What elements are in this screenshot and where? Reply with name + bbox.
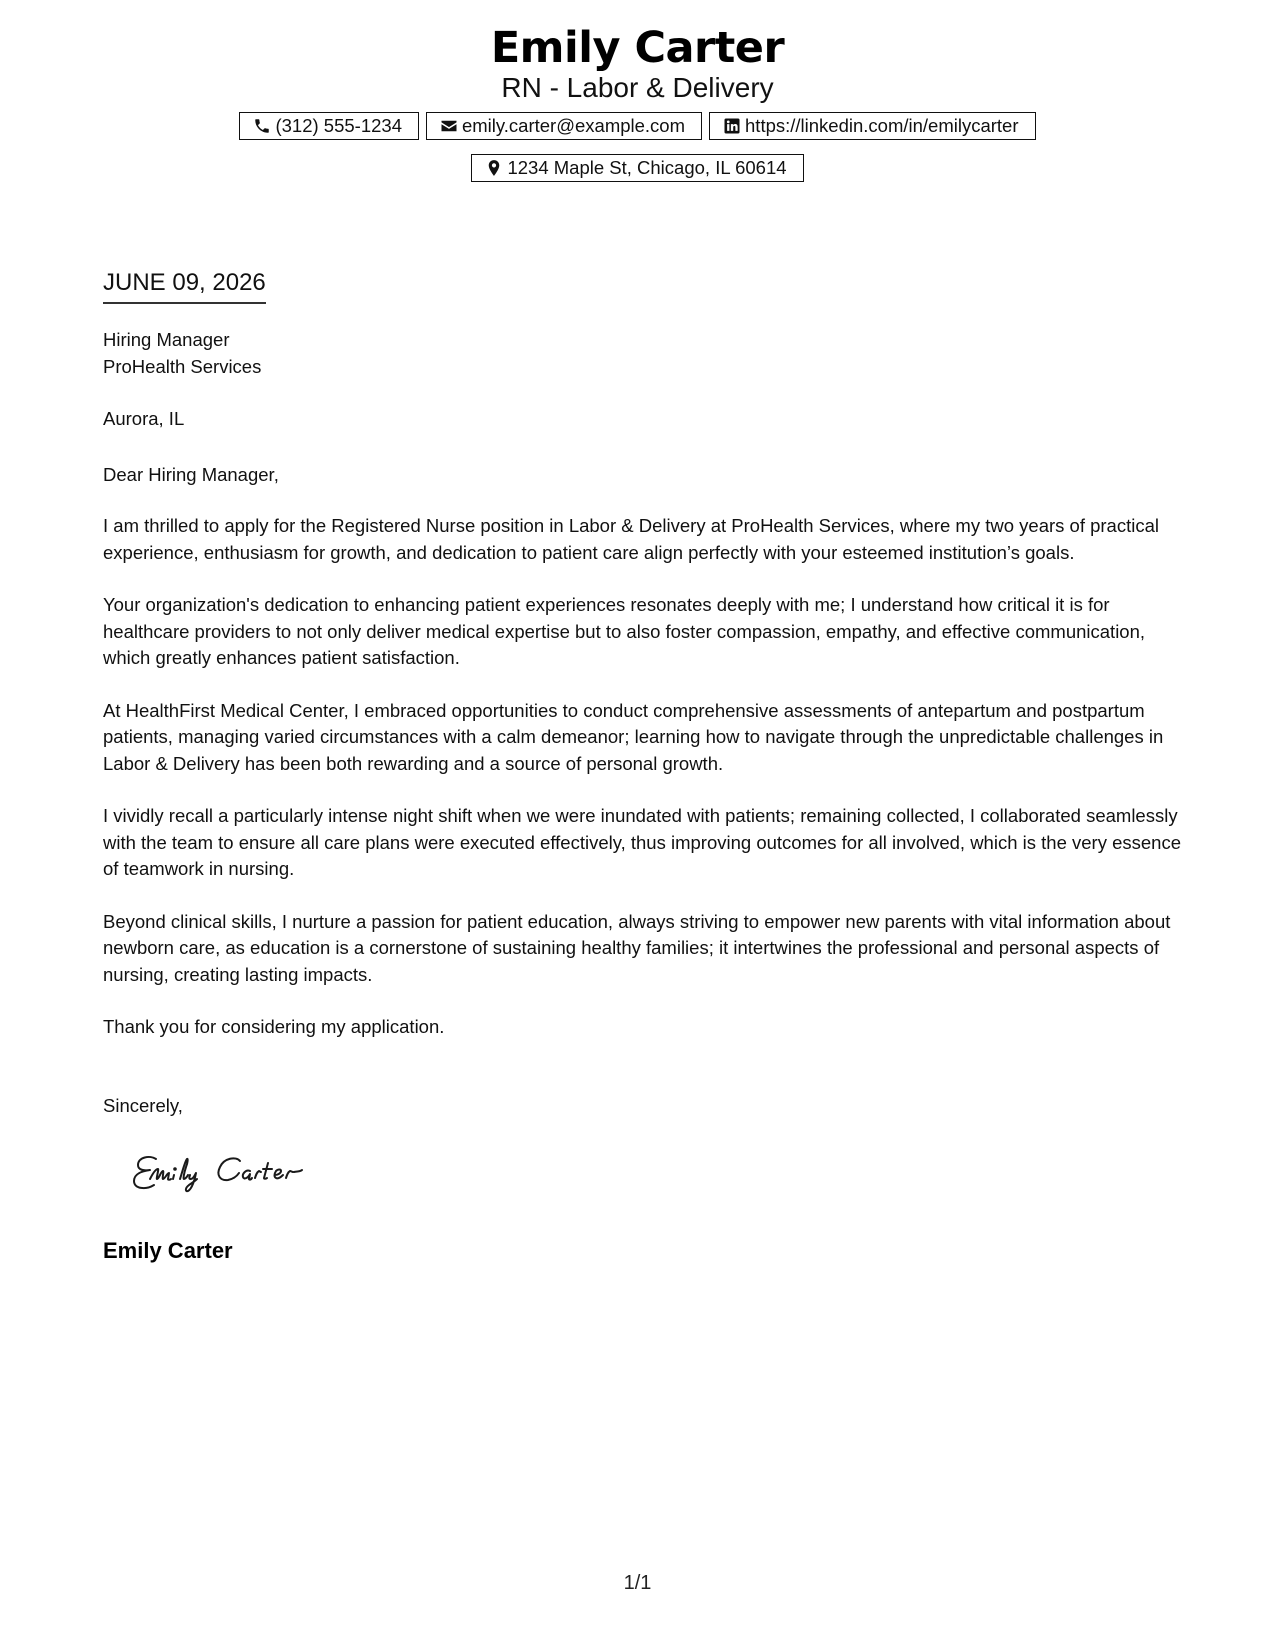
linkedin-icon xyxy=(722,116,742,136)
applicant-name: Emily Carter xyxy=(490,23,785,73)
map-marker-icon xyxy=(484,158,504,178)
page-number: 1/1 xyxy=(623,1572,652,1594)
letter-header xyxy=(0,22,1275,182)
linkedin-text: https://linkedin.com/in/emilycarter xyxy=(745,115,1019,136)
phone-text: (312) 555-1234 xyxy=(275,115,402,136)
body-paragraph: Beyond clinical skills, I nurture a passion for patient education, always striving to empower new parents with vital information about newborn care, as education is a cornerstone of sustaining healthy families; it intertwines the professional and personal aspects of nursing, creating lasting impacts. xyxy=(103,910,1171,985)
handwritten-signature xyxy=(128,1145,348,1201)
recipient-company: ProHealth Services xyxy=(103,355,262,377)
recipient-location: Aurora, IL xyxy=(103,408,185,429)
phone-icon xyxy=(252,116,272,136)
letter-date: JUNE 09, 2026 xyxy=(103,268,266,304)
address-text: 1234 Maple St, Chicago, IL 60614 xyxy=(507,157,787,178)
contact-email[interactable] xyxy=(426,112,702,140)
signer-name: Emily Carter xyxy=(103,1238,233,1263)
body-paragraph: At HealthFirst Medical Center, I embraced opportunities to conduct comprehensive assessments of antepartum and postpartum patients, managing varied circumstances with a calm demeanor; learning how to navigate through the unpredictable challenges in Labor & Delivery has been both rewarding and a source of personal growth. xyxy=(103,699,1164,774)
applicant-role: RN - Labor & Delivery xyxy=(501,72,774,103)
contact-phone[interactable] xyxy=(239,112,419,140)
contact-address[interactable] xyxy=(471,154,803,182)
letter-body xyxy=(103,513,1183,1067)
closing: Sincerely, xyxy=(103,1095,183,1116)
contact-info xyxy=(188,112,1088,182)
email-text: emily.carter@example.com xyxy=(461,115,686,136)
recipient-block xyxy=(103,327,261,433)
body-paragraph: I am thrilled to apply for the Registered Nurse position in Labor & Delivery at ProHealth Services, where my two years of practical experience, enthusiasm for growth, and dedication to patient care align perfectly with your esteemed institution’s goals. xyxy=(103,515,1159,563)
body-paragraph: Thank you for considering my application. xyxy=(103,1016,445,1037)
salutation: Dear Hiring Manager, xyxy=(103,464,279,485)
envelope-icon xyxy=(439,116,459,136)
body-paragraph: I vividly recall a particularly intense night shift when we were inundated with patients; remaining collected, I collaborated seamlessly with the team to ensure all care plans were executed effectively, thus improving outcomes for all involved, which is the very essence of teamwork in nursing. xyxy=(103,805,1181,879)
contact-linkedin[interactable] xyxy=(709,112,1036,140)
recipient-title: Hiring Manager xyxy=(103,329,230,350)
body-paragraph: Your organization's dedication to enhancing patient experiences resonates deeply with me; I understand how critical it is for healthcare providers to not only deliver medical expertise but to also foster compassion, empathy, and effective communication, which greatly enhances patient satisfaction. xyxy=(103,594,1146,668)
